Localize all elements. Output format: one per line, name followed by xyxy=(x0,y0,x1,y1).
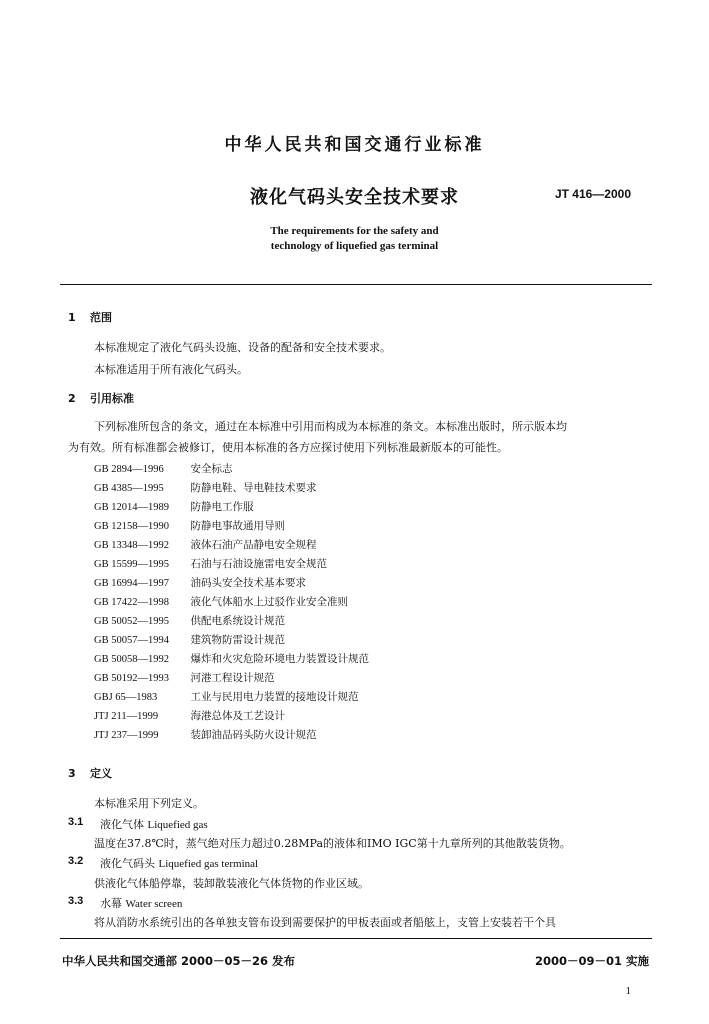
reference-item xyxy=(94,632,285,647)
issuing-organization: 中华人民共和国交通行业标准 xyxy=(224,135,485,155)
reference-code: JTJ 237—1999 xyxy=(94,730,159,741)
section-1-heading xyxy=(68,309,112,325)
section-number: 2 xyxy=(68,392,76,405)
definition-number: 3.3 xyxy=(68,895,84,907)
term-en: Water screen xyxy=(125,898,183,910)
document-title-en-line2: technology of liquefied gas terminal xyxy=(270,240,439,252)
reference-name: 建筑物防雷设计规范 xyxy=(190,634,285,646)
document-title-en-line1: The requirements for the safety and xyxy=(270,225,439,237)
footer-divider xyxy=(60,938,652,939)
issue-date: 中华人民共和国交通部 2000－05－26 发布 xyxy=(62,954,296,968)
reference-code: GB 50052—1995 xyxy=(94,616,169,627)
term-cn: 液化气码头 xyxy=(100,857,155,870)
reference-item xyxy=(94,480,317,495)
reference-code: GB 12014—1989 xyxy=(94,502,169,513)
reference-item xyxy=(94,708,285,723)
section-title: 定义 xyxy=(90,767,112,780)
reference-item xyxy=(94,727,317,742)
reference-code: GB 50057—1994 xyxy=(94,635,169,646)
section-number: 1 xyxy=(68,311,76,324)
reference-name: 安全标志 xyxy=(190,463,233,475)
reference-code: GB 17422—1998 xyxy=(94,597,169,608)
term-en: Liquefied gas terminal xyxy=(158,858,259,870)
reference-name: 防静电鞋、导电鞋技术要求 xyxy=(190,482,317,494)
reference-item xyxy=(94,537,317,552)
reference-item xyxy=(94,651,369,666)
reference-item xyxy=(94,518,285,533)
reference-code: GB 50058—1992 xyxy=(94,654,169,665)
reference-code: GB 15599—1995 xyxy=(94,559,169,570)
reference-code: GB 13348—1992 xyxy=(94,540,169,551)
section-title: 引用标准 xyxy=(90,392,134,405)
reference-name: 装卸油品码头防火设计规范 xyxy=(190,729,317,741)
reference-code: GB 50192—1993 xyxy=(94,673,169,684)
section-2-paragraph-line2: 为有效。所有标准都会被修订，使用本标准的各方应探讨使用下列标准最新版本的可能性。 xyxy=(68,441,508,454)
reference-name: 液体石油产品静电安全规程 xyxy=(190,539,317,551)
definition-text: 将从消防水系统引出的各单独支管布设到需要保护的甲板表面或者船舷上，支管上安装若干个具 xyxy=(94,916,556,929)
definition-term xyxy=(100,855,258,871)
reference-code: GB 4385—1995 xyxy=(94,483,164,494)
reference-name: 工业与民用电力装置的接地设计规范 xyxy=(190,691,359,703)
page-number: 1 xyxy=(625,985,631,997)
reference-name: 石油与石油设施雷电安全规范 xyxy=(190,558,327,570)
reference-item xyxy=(94,556,327,571)
effective-date: 2000－09－01 实施 xyxy=(534,954,649,968)
section-title: 范围 xyxy=(90,311,112,324)
section-3-heading xyxy=(68,765,112,781)
reference-code: JTJ 211—1999 xyxy=(94,711,159,722)
reference-item xyxy=(94,670,275,685)
header-divider xyxy=(60,284,652,285)
reference-name: 防静电事故通用导则 xyxy=(190,520,285,532)
reference-name: 液化气体船水上过驳作业安全准则 xyxy=(190,596,348,608)
section-number: 3 xyxy=(68,767,76,780)
reference-item xyxy=(94,461,233,476)
section-1-paragraph: 本标准规定了液化气码头设施、设备的配备和安全技术要求。 xyxy=(94,341,391,354)
section-2-heading xyxy=(68,390,134,406)
reference-name: 油码头安全技术基本要求 xyxy=(190,577,306,589)
definition-text: 温度在37.8℃时，蒸气绝对压力超过0.28MPa的液体和IMO IGC第十九章所列的其他散装货物。 xyxy=(94,837,571,850)
reference-name: 爆炸和火灾危险环境电力装置设计规范 xyxy=(190,653,369,665)
section-1-paragraph: 本标准适用于所有液化气码头。 xyxy=(94,363,248,376)
definition-number: 3.2 xyxy=(68,855,84,867)
reference-item xyxy=(94,575,306,590)
reference-name: 海港总体及工艺设计 xyxy=(190,710,285,722)
definition-text: 供液化气体船停靠，装卸散装液化气体货物的作业区域。 xyxy=(94,877,369,890)
definition-number: 3.1 xyxy=(68,816,84,828)
reference-code: GB 16994—1997 xyxy=(94,578,169,589)
reference-name: 河港工程设计规范 xyxy=(190,672,275,684)
reference-name: 防静电工作服 xyxy=(190,501,254,513)
standard-code: JT 416—2000 xyxy=(554,187,631,201)
document-title-cn: 液化气码头安全技术要求 xyxy=(250,187,459,208)
reference-code: GB 2894—1996 xyxy=(94,464,164,475)
definition-term xyxy=(100,895,182,911)
reference-item xyxy=(94,594,348,609)
term-cn: 液化气体 xyxy=(100,818,144,831)
reference-name: 供配电系统设计规范 xyxy=(190,615,285,627)
reference-item xyxy=(94,689,359,704)
reference-code: GBJ 65—1983 xyxy=(94,692,158,703)
reference-code: GB 12158—1990 xyxy=(94,521,169,532)
section-2-paragraph-line1: 下列标准所包含的条文，通过在本标准中引用而构成为本标准的条文。本标准出版时，所示版本均 xyxy=(94,420,567,433)
reference-item xyxy=(94,499,254,514)
term-cn: 水幕 xyxy=(100,897,122,910)
section-3-intro: 本标准采用下列定义。 xyxy=(94,797,204,810)
term-en: Liquefied gas xyxy=(147,819,208,831)
reference-item xyxy=(94,613,285,628)
definition-term xyxy=(100,816,208,832)
